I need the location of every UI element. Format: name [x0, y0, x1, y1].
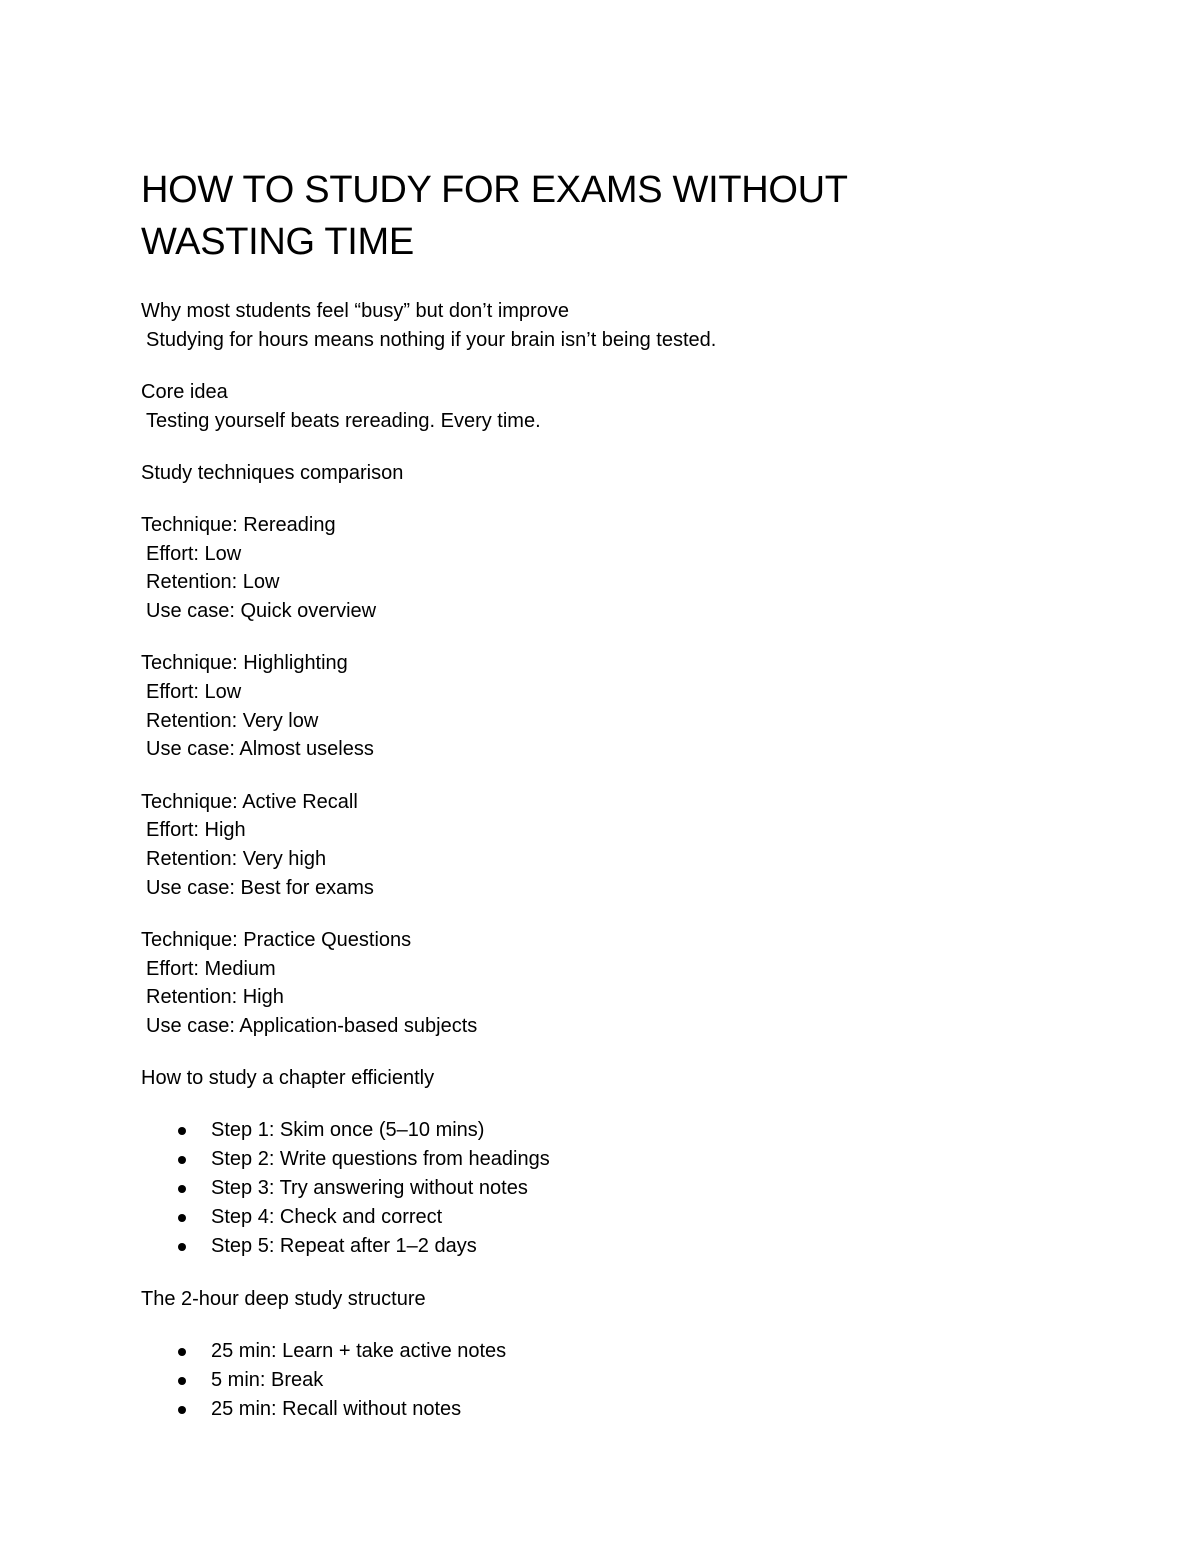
document-title — [141, 164, 1101, 268]
list-item-text: Step 2: Write questions from headings — [211, 1148, 550, 1171]
document-page — [141, 164, 1101, 1424]
technique-use-case: Use case: Almost useless — [146, 738, 374, 761]
technique-retention: Retention: High — [146, 986, 284, 1009]
structure-list — [141, 1337, 1101, 1424]
technique-effort: Effort: Low — [146, 542, 242, 565]
comparison-heading: Study techniques comparison — [141, 461, 404, 484]
list-item-text: Step 5: Repeat after 1–2 days — [211, 1235, 477, 1258]
list-item-text: 5 min: Break — [211, 1369, 324, 1392]
technique-name: Technique: Practice Questions — [141, 928, 412, 951]
technique-retention: Retention: Very low — [146, 709, 319, 732]
list-item — [141, 1116, 1101, 1145]
list-item — [141, 1145, 1101, 1174]
technique-use-case: Use case: Quick overview — [146, 600, 377, 623]
list-item — [141, 1395, 1101, 1424]
title-line-2: WASTING TIME — [141, 221, 414, 263]
technique-block — [141, 649, 1101, 764]
technique-block — [141, 511, 1101, 626]
technique-effort: Effort: High — [146, 819, 246, 842]
title-line-1: HOW TO STUDY FOR EXAMS WITHOUT — [141, 169, 848, 211]
chapter-heading: How to study a chapter efficiently — [141, 1067, 435, 1090]
bullet-icon — [178, 1185, 186, 1193]
bullet-icon — [178, 1377, 186, 1385]
list-item — [141, 1203, 1101, 1232]
list-item — [141, 1174, 1101, 1203]
chapter-steps-list — [141, 1116, 1101, 1261]
bullet-icon — [178, 1406, 186, 1414]
technique-use-case: Use case: Best for exams — [146, 876, 374, 899]
bullet-icon — [178, 1348, 186, 1356]
list-item-text: Step 4: Check and correct — [211, 1206, 443, 1229]
intro-heading: Why most students feel “busy” but don’t improve — [141, 300, 569, 322]
technique-retention: Retention: Low — [146, 571, 280, 594]
bullet-icon — [178, 1243, 186, 1251]
list-item — [141, 1366, 1101, 1395]
intro-body: Studying for hours means nothing if your brain isn’t being tested. — [146, 328, 717, 351]
technique-effort: Effort: Medium — [146, 957, 276, 980]
technique-use-case: Use case: Application-based subjects — [146, 1015, 478, 1038]
list-item — [141, 1337, 1101, 1366]
technique-name: Technique: Active Recall — [141, 790, 358, 813]
technique-block — [141, 926, 1101, 1041]
technique-name: Technique: Highlighting — [141, 652, 348, 675]
technique-effort: Effort: Low — [146, 681, 242, 704]
core-idea-heading: Core idea — [141, 380, 228, 403]
technique-retention: Retention: Very high — [146, 848, 327, 871]
structure-heading: The 2-hour deep study structure — [141, 1287, 426, 1310]
bullet-icon — [178, 1214, 186, 1222]
list-item-text: 25 min: Learn + take active notes — [211, 1340, 507, 1363]
core-idea-body: Testing yourself beats rereading. Every time. — [146, 409, 541, 432]
list-item-text: Step 1: Skim once (5–10 mins) — [211, 1119, 485, 1142]
list-item-text: Step 3: Try answering without notes — [211, 1177, 528, 1200]
list-item — [141, 1232, 1101, 1261]
technique-block — [141, 788, 1101, 903]
bullet-icon — [178, 1127, 186, 1135]
bullet-icon — [178, 1156, 186, 1164]
technique-name: Technique: Rereading — [141, 514, 336, 537]
list-item-text: 25 min: Recall without notes — [211, 1398, 462, 1421]
